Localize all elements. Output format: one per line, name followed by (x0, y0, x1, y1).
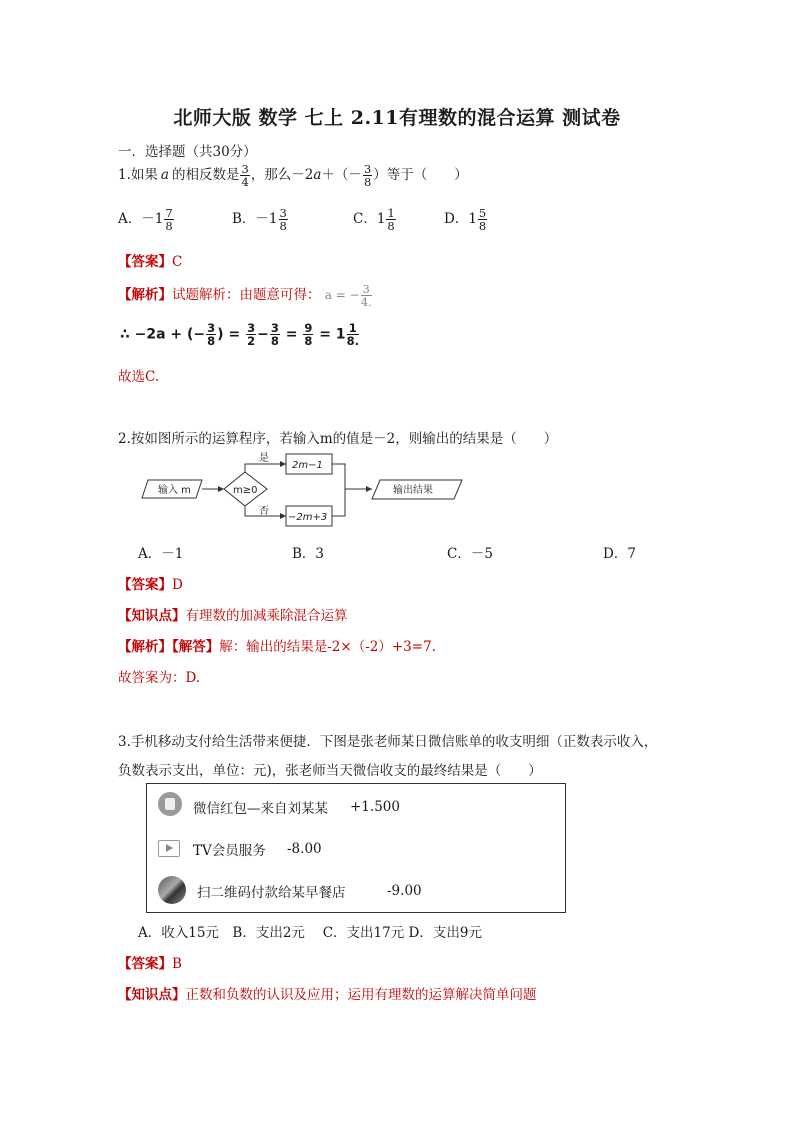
red-envelope-icon (158, 792, 182, 816)
q1-option-b: B．－1 $\frac{3}{8}$ (232, 206, 287, 234)
q2-option-a: A．－1 (138, 546, 184, 562)
bill-item-3-text: 扫二维码付款给某早餐店 (197, 885, 346, 901)
bill-item-2-text: TV会员服务 (193, 843, 266, 859)
q3-answer: 【答案】B (118, 956, 182, 972)
q3-knowledge: 【知识点】正数和负数的认识及应用；运用有理数的运算解决简单问题 (118, 987, 537, 1003)
q2-conclusion: 故答案为：D. (118, 670, 201, 686)
q2-flowchart (140, 450, 470, 530)
q1-option-c: C．1 $\frac{1}{8}$ (353, 206, 395, 234)
section-heading: 一．选择题（共30分） (118, 144, 257, 160)
output-label: 输出结果 (393, 485, 433, 496)
q1-solution-steps: ∴ −2a + (− $\frac{3}{8}$ ) = $\frac{3}{2}$ − $\frac{3}{8}$ = $\frac{9}{8}$ = 1 $\frac{1}{8.}$ (120, 321, 359, 349)
q3-stem-line2: 负数表示支出，单位：元)，张老师当天微信收支的最终结果是（ ） (118, 763, 542, 779)
bill-item-3-amount: -9.00 (387, 883, 422, 899)
shop-photo-icon (158, 876, 186, 904)
q3-stem-line1: 3.手机移动支付给生活带来便捷．下图是张老师某日微信账单的收支明细（正数表示收入， (118, 734, 658, 750)
condition-label: m≥0 (233, 485, 258, 496)
input-label: 输入 m (158, 485, 191, 496)
q2-option-d: D．7 (603, 546, 636, 562)
q2-stem: 2.按如图所示的运算程序，若输入m的值是－2，则输出的结果是（ ） (118, 431, 558, 447)
yes-label: 是 (259, 453, 269, 464)
q2-option-c: C．－5 (447, 546, 493, 562)
wechat-bill-box (146, 783, 566, 913)
page-title: 北师大版 数学 七上 2.11有理数的混合运算 测试卷 (173, 107, 621, 129)
q2-analysis: 【解析】【解答】解：输出的结果是-2×（-2）+3=7. (118, 639, 436, 655)
q1-option-d: D．1 $\frac{5}{8}$ (444, 206, 487, 234)
q2-option-b: B．3 (292, 546, 325, 562)
bill-item-2-amount: -8.00 (287, 841, 322, 857)
q1-conclusion: 故选C. (118, 369, 160, 385)
bottom-process-label: −2m+3 (288, 512, 328, 523)
tv-icon (158, 840, 180, 857)
q1-option-a: A．－1 $\frac{7}{8}$ (118, 206, 173, 234)
q2-answer: 【答案】D (118, 577, 183, 593)
q2-knowledge: 【知识点】有理数的加减乘除混合运算 (118, 608, 348, 624)
bill-item-1-text: 微信红包—来自刘某某 (193, 801, 328, 817)
q1-stem: 1.如果 a 的相反数是 $\frac{3}{4}$ ，那么－2a＋（－ $\frac{3}{8}$ ）等于（ ） (118, 162, 468, 190)
bill-item-1-amount: +1.500 (350, 799, 400, 815)
no-label: 否 (259, 506, 269, 517)
q1-analysis: 【解析】试题解析：由题意可得： a = − $\frac{3}{4.}$ (118, 282, 372, 310)
q1-answer: 【答案】C (118, 254, 183, 270)
q3-options: A．收入15元 B．支出2元 C．支出17元 D．支出9元 (138, 925, 482, 941)
top-process-label: 2m−1 (292, 460, 323, 471)
